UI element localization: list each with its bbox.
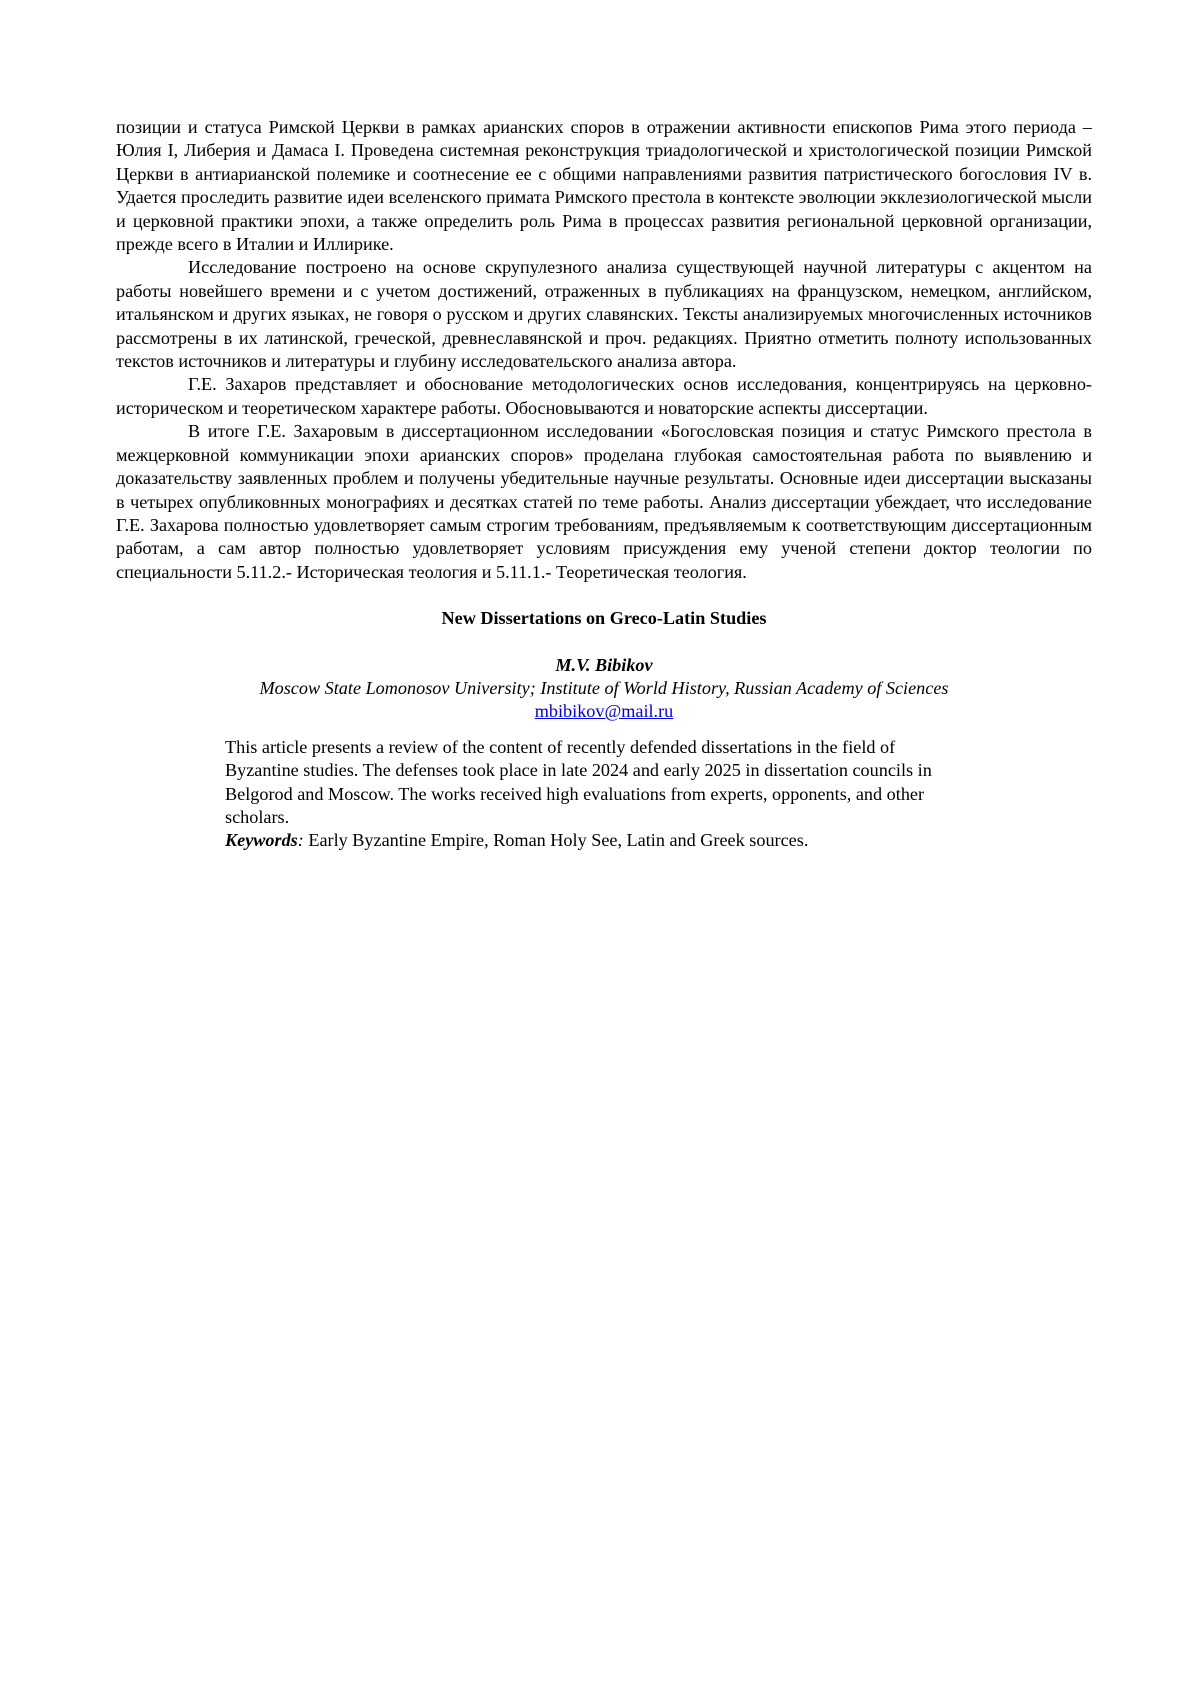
author-email-link[interactable]: mbibikov@mail.ru [535, 701, 674, 721]
abstract: This article presents a review of the content of recently defended dissertations in the field of Byzantine studies. The defenses took place in late 2024 and early 2025 in dissertation councils in Belgorod and Moscow. The works received high evaluations from experts, opponents, and other scholars. [225, 736, 945, 830]
keywords-line [225, 829, 1025, 852]
document-page [116, 116, 1092, 853]
keywords-text: Early Byzantine Empire, Roman Holy See, Latin and Greek sources. [304, 830, 809, 850]
author-name: M.V. Bibikov [116, 654, 1092, 677]
keywords-label: Keywords [225, 830, 298, 850]
keywords-colon: : [298, 830, 304, 850]
body-paragraph-1: позиции и статуса Римской Церкви в рамках арианских споров в отражении активности епископов Рима этого периода – Юлия I, Либерия и Дамаса I. Проведена системная реконструкция триадологической и христологической позиции Римской Церкви в антиарианской полемике и соотнесение ее с общими направлениями развития патристического богословия IV в. Удается проследить развитие идеи вселенского примата Римского престола в контексте эволюции экклезиологической мысли и церковной практики эпохи, а также определить роль Рима в процессах развития региональной церковной организации, прежде всего в Италии и Иллирике. [116, 116, 1092, 256]
section-title: New Dissertations on Greco-Latin Studies [116, 607, 1092, 630]
body-paragraph-3: Г.Е. Захаров представляет и обоснование методологических основ исследования, концентрируясь на церковно-историческом и теоретическом характере работы. Обосновываются и новаторские аспекты диссертации. [116, 373, 1092, 420]
body-paragraph-2: Исследование построено на основе скрупулезного анализа существующей научной литературы с акцентом на работы новейшего времени и с учетом достижений, отраженных в публикациях на французском, немецком, английском, итальянском и других языках, не говоря о русском и других славянских. Тексты анализируемых многочисленных источников рассмотрены в их латинской, греческой, древнеславянской и проч. редакциях. Приятно отметить полноту использованных текстов источников и литературы и глубину исследовательского анализа автора. [116, 256, 1092, 373]
email-line [116, 700, 1092, 723]
author-affiliation: Moscow State Lomonosov University; Institute of World History, Russian Academy of Sciences [116, 677, 1092, 700]
body-paragraph-4: В итоге Г.Е. Захаровым в диссертационном исследовании «Богословская позиция и статус Римского престола в межцерковной коммуникации эпохи арианских споров» проделана глубокая самостоятельная работа по выявлению и доказательству заявленных проблем и получены убедительные научные результаты. Основные идеи диссертации высказаны в четырех опубликовнных монографиях и десятках статей по теме работы. Анализ диссертации убеждает, что исследование Г.Е. Захарова полностью удовлетворяет самым строгим требованиям, предъявляемым к соответствующим диссертационным работам, а сам автор полностью удовлетворяет условиям присуждения ему ученой степени доктор теологии по специальности 5.11.2.- Историческая теология и 5.11.1.- Теоретическая теология. [116, 420, 1092, 584]
